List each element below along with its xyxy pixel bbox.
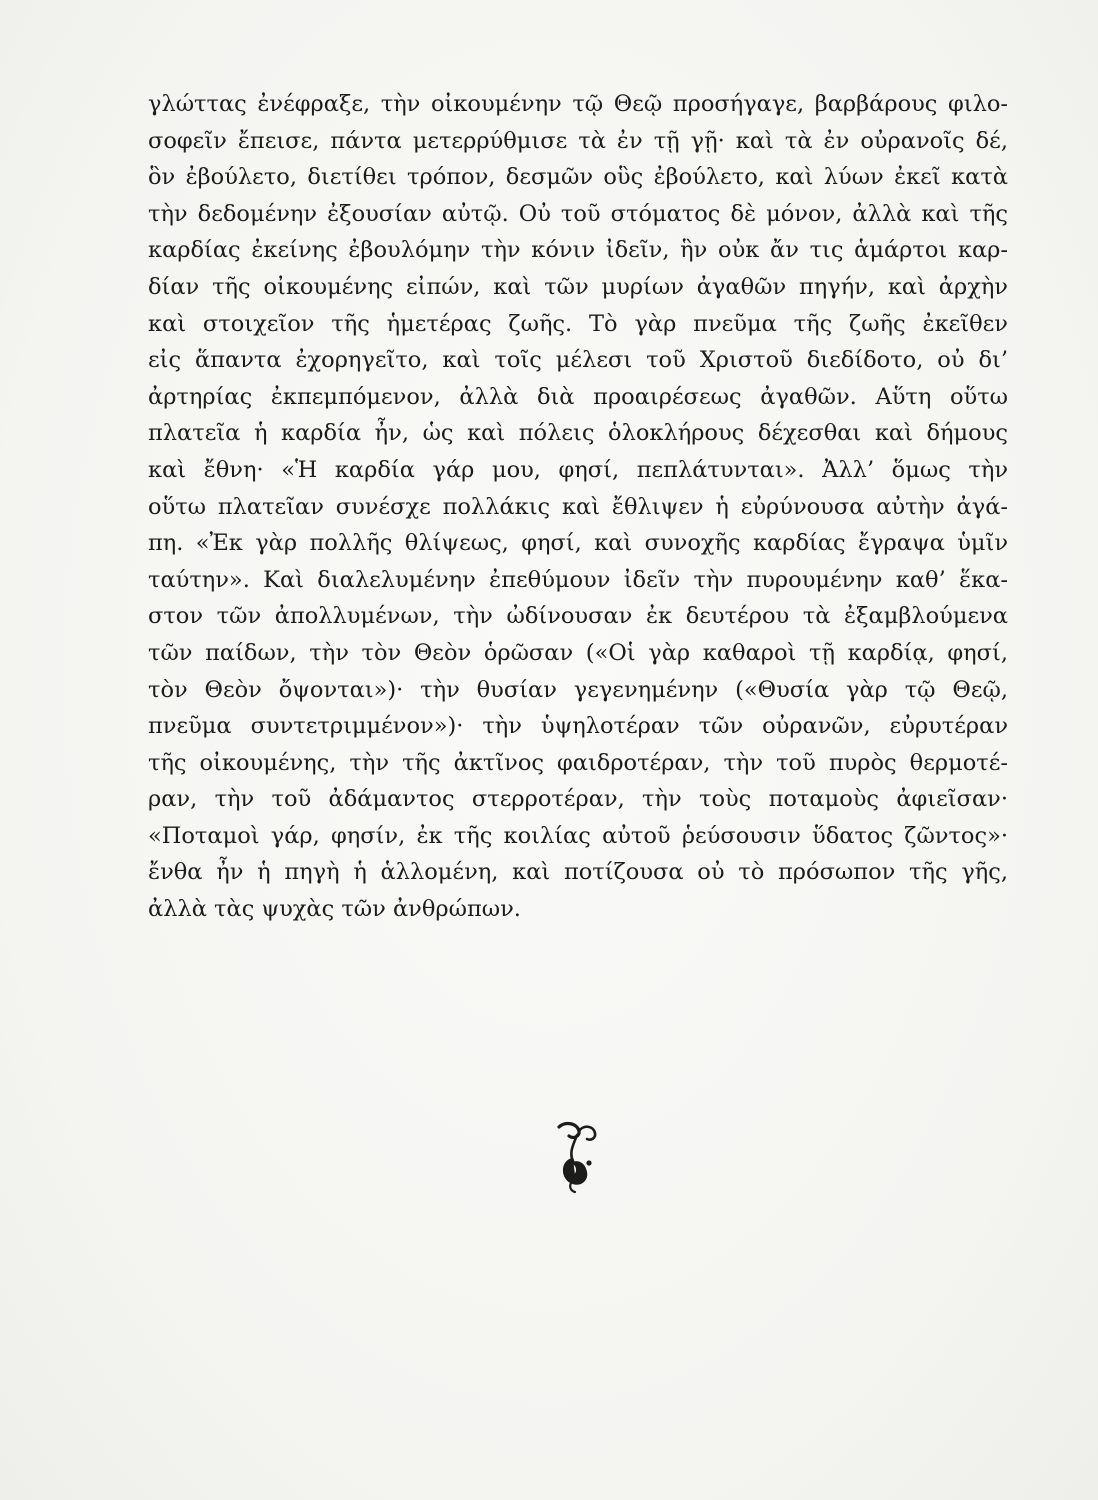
text-line-last: ἀλλὰ τὰς ψυχὰς τῶν ἀνθρώπων. xyxy=(148,896,521,923)
text-line: ραν, τὴν τοῦ ἀδάμαντος στερροτέραν, τὴν τοὺς ποταμοὺς ἀφιεῖσαν· xyxy=(148,786,1008,813)
text-line: τὸν Θεὸν ὄψονται»)· τὴν θυσίαν γεγενημένην («Θυσία γὰρ τῷ Θεῷ, xyxy=(148,676,1008,703)
text-line: σοφεῖν ἔπεισε, πάντα μετερρύθμισε τὰ ἐν τῇ γῇ· καὶ τὰ ἐν οὐρανοῖς δέ, xyxy=(148,127,1008,154)
text-line: οὕτω πλατεῖαν συνέσχε πολλάκις καὶ ἔθλιψεν ἡ εὐρύνουσα αὐτὴν ἀγά- xyxy=(148,493,1008,520)
text-line: στον τῶν ἀπολλυμένων, τὴν ὠδίνουσαν ἐκ δευτέρου τὰ ἐξαμβλούμενα xyxy=(148,603,1008,630)
text-line: ταύτην». Καὶ διαλελυμένην ἐπεθύμουν ἰδεῖν τὴν πυρουμένην καθ’ ἕκα- xyxy=(148,566,1008,593)
text-line: πη. «Ἐκ γὰρ πολλῆς θλίψεως, φησί, καὶ συνοχῆς καρδίας ἔγραψα ὑμῖν xyxy=(148,530,1008,557)
ornament-icon xyxy=(547,1117,607,1197)
text-line: εἰς ἅπαντα ἐχορηγεῖτο, καὶ τοῖς μέλεσι τοῦ Χριστοῦ διεδίδοτο, οὐ δι’ xyxy=(148,347,1008,374)
text-line: ἀρτηρίας ἐκπεμπόμενον, ἀλλὰ διὰ προαιρέσεως ἀγαθῶν. Αὕτη οὕτω xyxy=(148,383,1008,410)
text-line: γλώττας ἐνέφραξε, τὴν οἰκουμένην τῷ Θεῷ προσήγαγε, βαρβάρους φιλο- xyxy=(148,91,1008,117)
text-line: καὶ ἔθνη· «Ἡ καρδία γάρ μου, φησί, πεπλάτυνται». Ἀλλ’ ὅμως τὴν xyxy=(148,456,1008,483)
text-line: καρδίας ἐκείνης ἐβουλόμην τὴν κόνιν ἰδεῖν, ἣν οὐκ ἄν τις ἁμάρτοι καρ- xyxy=(148,237,1008,264)
text-line: «Ποταμοὶ γάρ, φησίν, ἐκ τῆς κοιλίας αὐτοῦ ῥεύσουσιν ὕδατος ζῶντος»· xyxy=(148,822,1008,849)
text-line: πνεῦμα συντετριμμένον»)· τὴν ὑψηλοτέραν τῶν οὐρανῶν, εὐρυτέραν xyxy=(148,713,1008,740)
text-line: τῶν παίδων, τὴν τὸν Θεὸν ὁρῶσαν («Οἱ γὰρ καθαροὶ τῇ καρδίᾳ, φησί, xyxy=(148,639,1008,666)
text-line: δίαν τῆς οἰκουμένης εἰπών, καὶ τῶν μυρίων ἀγαθῶν πηγήν, καὶ ἀρχὴν xyxy=(148,273,1008,300)
text-line: πλατεῖα ἡ καρδία ἦν, ὡς καὶ πόλεις ὁλοκλήρους δέχεσθαι καὶ δήμους xyxy=(148,420,1008,447)
text-line: ἔνθα ἦν ἡ πηγὴ ἡ ἁλλομένη, καὶ ποτίζουσα οὐ τὸ πρόσωπον τῆς γῆς, xyxy=(148,859,1008,886)
paragraph-text xyxy=(148,86,1008,928)
text-line: τὴν δεδομένην ἐξουσίαν αὐτῷ. Οὐ τοῦ στόματος δὲ μόνον, ἀλλὰ καὶ τῆς xyxy=(148,200,1008,227)
text-line: καὶ στοιχεῖον τῆς ἡμετέρας ζωῆς. Τὸ γὰρ πνεῦμα τῆς ζωῆς ἐκεῖθεν xyxy=(148,310,1008,337)
text-line: τῆς οἰκουμένης, τὴν τῆς ἀκτῖνος φαιδροτέραν, τὴν τοῦ πυρὸς θερμοτέ- xyxy=(148,749,1008,776)
text-line: ὃν ἐβούλετο, διετίθει τρόπον, δεσμῶν οὓς ἐβούλετο, καὶ λύων ἐκεῖ κατὰ xyxy=(148,164,1008,191)
